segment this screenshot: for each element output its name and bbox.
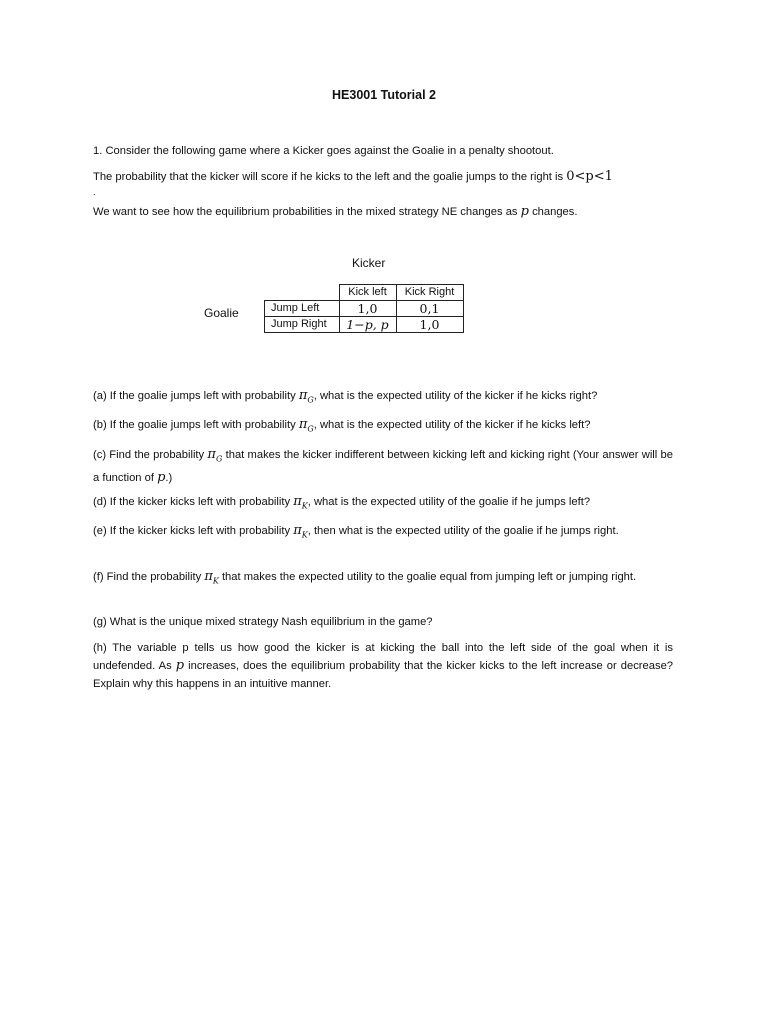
payoff-cell: 1,0 (396, 317, 463, 333)
pi-k-symbol (293, 494, 308, 509)
pi-symbol: π (293, 523, 302, 538)
goal-text-post: changes. (532, 206, 578, 218)
question-g: (g) What is the unique mixed strategy Nash equilibrium in the game? (93, 616, 433, 628)
matrix-corner (265, 285, 340, 301)
question-h-var: p (175, 658, 185, 673)
question-c-pre: (c) Find the probability (93, 449, 205, 461)
payoff-cell: 0,1 (396, 301, 463, 317)
page-title: HE3001 Tutorial 2 (332, 88, 436, 102)
col-header-kick-right: Kick Right (396, 285, 463, 301)
pi-k-symbol (293, 523, 308, 538)
col-header-kick-left: Kick left (339, 285, 396, 301)
goal-text-pre: We want to see how the equilibrium probabilities in the mixed strategy NE changes as (93, 206, 518, 218)
question-f-pre: (f) Find the probability (93, 571, 202, 583)
question-a (93, 387, 673, 410)
probability-range: 0<p<1 (566, 169, 613, 184)
question-e-post: , then what is the expected utility of the goalie if he jumps right. (307, 525, 619, 537)
question-a-pre: (a) If the goalie jumps left with probability (93, 390, 296, 402)
question-c-var: p (157, 469, 166, 485)
pi-symbol: π (298, 417, 308, 432)
probability-text: The probability that the kicker will score if he kicks to the left and the goalie jumps to the right is (93, 171, 564, 183)
goal-statement (93, 203, 673, 221)
kicker-label: Kicker (352, 256, 386, 270)
question-a-post: , what is the expected utility of the kicker if he kicks right? (313, 390, 598, 402)
matrix-header-row (265, 285, 464, 301)
question-1-text: 1. Consider the following game where a Kicker goes against the Goalie in a penalty shootout. (93, 145, 554, 157)
question-d (93, 493, 673, 516)
payoff-cell: 1,0 (339, 301, 396, 317)
pi-g-symbol (299, 417, 314, 432)
question-e (93, 522, 673, 545)
question-b-pre: (b) If the goalie jumps left with probability (93, 419, 296, 431)
pi-symbol: π (293, 494, 302, 509)
pi-symbol: π (204, 569, 213, 584)
goal-var: p (520, 204, 529, 219)
question-h (93, 639, 673, 693)
question-h-pre: (h) The variable p tells us how good the kicker is at kicking the ball into the left side of the goal when it is undefended. As (93, 642, 673, 672)
pi-subscript: K (212, 576, 219, 586)
row-header-jump-right: Jump Right (265, 317, 340, 333)
pi-symbol: π (207, 447, 216, 462)
pi-subscript: K (301, 501, 308, 511)
pi-k-symbol (204, 569, 219, 584)
pi-symbol: π (298, 388, 308, 403)
payoff-matrix (264, 284, 464, 333)
pi-subscript: K (301, 530, 308, 540)
question-1-intro (93, 142, 673, 160)
payoff-cell: 1−p, p (339, 317, 396, 333)
question-c-mid: that makes the kicker indifferent between kicking left and kicking right (Your answer will be a function of (93, 449, 673, 484)
probability-period: . (93, 187, 96, 197)
question-f (93, 568, 673, 591)
question-h-post: increases, does the equilibrium probability that the kicker kicks to the left increase or decrease? Explain why this happens in an intuitive manner. (93, 660, 674, 690)
question-d-pre: (d) If the kicker kicks left with probability (93, 496, 291, 508)
pi-subscript: G (215, 454, 223, 464)
question-f-post: that makes the expected utility to the goalie equal from jumping left or jumping right. (221, 571, 637, 583)
pi-subscript: G (307, 395, 314, 405)
question-b (93, 416, 673, 439)
matrix-row-jump-left (265, 301, 464, 317)
question-c (93, 446, 673, 487)
pi-subscript: G (307, 424, 314, 434)
pi-g-symbol (299, 388, 314, 403)
question-e-pre: (e) If the kicker kicks left with probability (93, 525, 291, 537)
question-c-post: .) (165, 471, 173, 484)
pi-g-symbol (207, 447, 222, 462)
goalie-label: Goalie (204, 306, 239, 320)
row-header-jump-left: Jump Left (265, 301, 340, 317)
question-d-post: , what is the expected utility of the goalie if he jumps left? (307, 496, 591, 508)
matrix-row-jump-right (265, 317, 464, 333)
question-b-post: , what is the expected utility of the kicker if he kicks left? (313, 419, 591, 431)
